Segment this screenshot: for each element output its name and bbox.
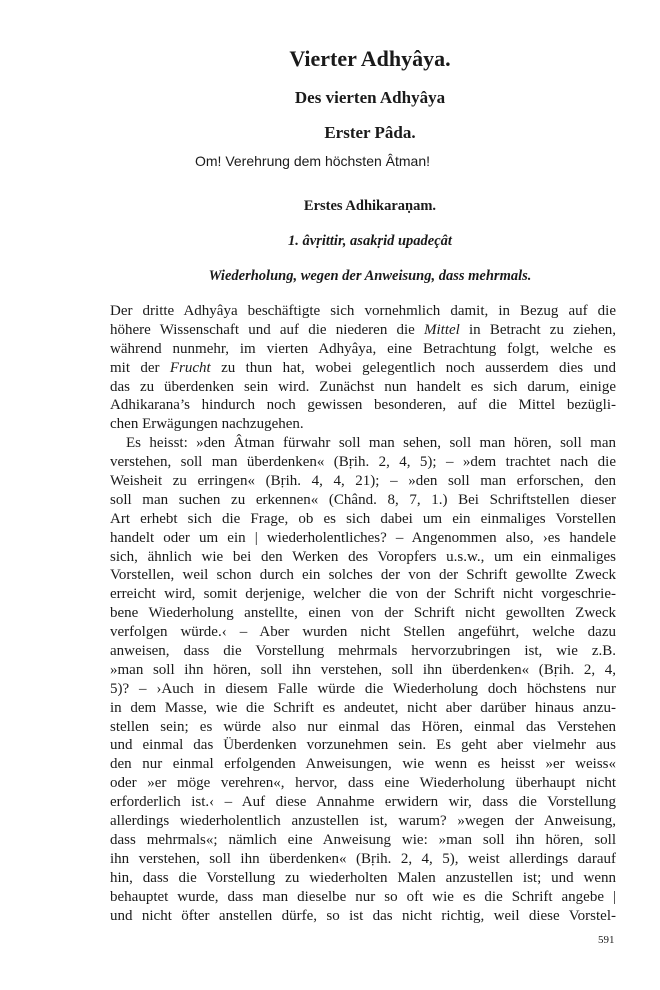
section-title: Erster Pâda. [324,123,416,142]
body-line: Der dritte Adhyâya beschäftigte sich vornehmlich damit, in Bezug auf die [110,303,616,319]
sutra-translation: Wiederholung, wegen der Anweisung, dass mehrmals. [208,268,532,284]
body-line: verfolgen würde.‹ – Aber wurden nicht Stellen angeführt, welche dazu [110,624,616,641]
body-line: oder »er möge verehren«, hervor, dass eine Wiederholung überhaupt nicht [110,775,616,792]
body-line: chen Erwägungen nachzugehen. [110,416,304,433]
body-line-text: höhere Wissenschaft und auf die niederen die [110,321,424,338]
body-line: dass mehrmals«; nämlich eine Anweisung wie: »man soll ihn hören, soll [110,831,616,848]
body-line: erforderlich ist.‹ – Auf diese Annahme erwidern wir, dass die Vorstellung [110,794,616,811]
body-line: den nur einmal erfolgenden Anweisungen, wie wenn es heisst »er weiss« [110,756,616,773]
body-line: stellen sein; es würde also nur einmal das Hören, einmal das Verstehen [110,718,616,735]
invocation-line: Om! Verehrung dem höchsten Âtman! [195,153,431,169]
body-line: erreicht wird, somit derjenige, welcher die von der Schrift nicht vorgeschrie- [110,586,616,603]
adhikarana-heading: Erstes Adhikaraṇam. [303,198,437,214]
body-line: und nicht öfter anstellen dürfe, so ist das nicht richtig, weil diese Vorstel- [110,907,616,924]
body-line: behauptet wurde, dass man dieselbe nur so oft wie es die Schrift angebe | [110,888,616,905]
body-line-text: mit der [110,359,170,376]
body-line: bene Wiederholung anstellte, einen von der Schrift nicht gewollten Zweck [110,605,616,622]
body-line: Weisheit zu erringen« (Bṛih. 4, 4, 21); – »den soll man erforschen, den [110,473,616,490]
body-line: Vorstellen, weil schon durch ein solches der von der Schrift gewollte Zweck [110,567,616,584]
body-line: handelt oder um ein | wiederholentliches? – Angenommen also, ›es handele [110,529,616,546]
body-line: Art erhebt sich die Frage, ob es sich dabei um ein einmaliges Vorstellen [110,510,616,527]
body-line: hin, dass die Vorstellung zu wiederholten Malen anzustellen ist; und wenn [110,869,616,886]
body-paragraphs [110,302,616,925]
body-line: in dem Masse, wie die Schrift es andeutet, nicht aber darüber hinaus anzu- [110,699,616,716]
sutra-line: 1. âvṛittir, asakṛid upadeçât [288,233,452,249]
body-line: Adhikarana’s hindurch noch gewissen besonderen, auf die Mittel bezügli- [110,397,616,414]
body-line: anweisen, dass die Vorstellung mehrmals hervorzubringen ist, wie z.B. [110,643,616,660]
body-line [110,321,616,340]
body-line-text: zu thun hat, wobei gelegentlich noch ausserdem dies und [210,359,616,376]
body-line: ihn verstehen, soll ihn überdenken« (Bṛih. 2, 4, 5), weist allerdings darauf [110,850,616,867]
chapter-subtitle: Des vierten Adhyâya [294,88,446,107]
emphasis-frucht: Frucht [169,359,211,376]
body-line: soll man suchen zu erkennen« (Chând. 8, 7, 1.) Bei Schriftstellen dieser [110,491,616,508]
body-line: 5)? – ›Auch in diesem Falle würde die Wiederholung doch höchstens nur [110,680,616,697]
body-line: sich, ähnlich wie bei den Werken des Voropfers u.s.w., um ein einmaliges [110,548,616,565]
page-number: 591 [598,934,615,946]
body-line: allerdings wiederholentlich anzustellen ist, warum? »wegen der Anweisung, [110,813,616,830]
body-line: während nunmehr, im vierten Adhyâya, eine Betrachtung folgt, welche es [110,340,616,357]
chapter-title: Vierter Adhyâya. [289,46,451,71]
body-line [110,359,616,378]
body-line: »man soll ihn hören, soll ihn verstehen, soll ihn überdenken« (Bṛih. 2, 4, [110,661,616,678]
emphasis-mittel: Mittel [424,321,460,338]
body-line-text: in Betracht zu ziehen, [459,321,616,338]
body-line: das zu überdenken sein wird. Zunächst nun handelt es sich darum, einige [110,378,616,395]
body-line: und einmal das Überdenken vorzunehmen sein. Es geht aber vielmehr aus [110,737,616,754]
body-line: Es heisst: »den Âtman fürwahr soll man sehen, soll man hören, soll man [126,435,616,452]
body-line: verstehen, soll man überdenken« (Bṛih. 2, 4, 5); – »dem trachtet nach die [110,454,616,471]
